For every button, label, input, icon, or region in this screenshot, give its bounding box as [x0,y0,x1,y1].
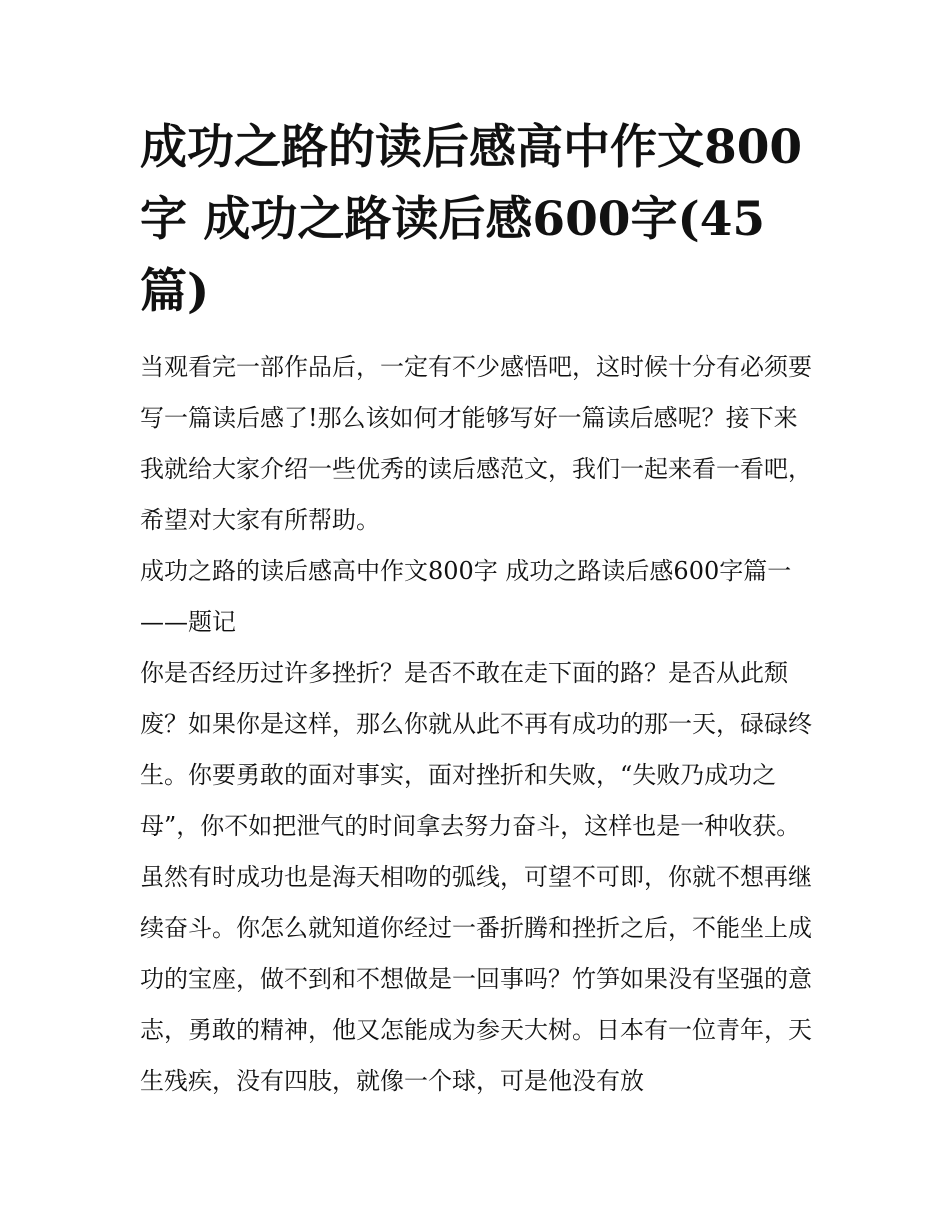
section-paragraph: 你是否经历过许多挫折？是否不敢在走下面的路？是否从此颓废？如果你是这样，那么你就从此不再有成功的那一天，碌碌终生。你要勇敢的面对事实，面对挫折和失败，“失败乃成功之母”，你不如把泄气的时间拿去努力奋斗，这样也是一种收获。虽然有时成功也是海天相吻的弧线，可望不可即，你就不想再继续奋斗。你怎么就知道你经过一番折腾和挫折之后，不能坐上成功的宝座，做不到和不想做是一回事吗？竹笋如果没有坚强的意志，勇敢的精神，他又怎能成为参天大树。日本有一位青年，天生残疾，没有四肢，就像一个球，可是他没有放 [140,659,812,1095]
document-title: 成功之路的读后感高中作文800字 成功之路读后感600字(45篇) [140,120,803,319]
section-heading: 成功之路的读后感高中作文800字 成功之路读后感600字篇一 ——题记 [140,557,792,636]
document-page [140,112,815,1107]
intro-paragraph: 当观看完一部作品后，一定有不少感悟吧，这时候十分有必须要写一篇读后感了!那么该如何才能够写好一篇读后感呢？接下来我就给大家介绍一些优秀的读后感范文，我们一起来看一看吧，希望对大家有所帮助。 [140,353,812,534]
